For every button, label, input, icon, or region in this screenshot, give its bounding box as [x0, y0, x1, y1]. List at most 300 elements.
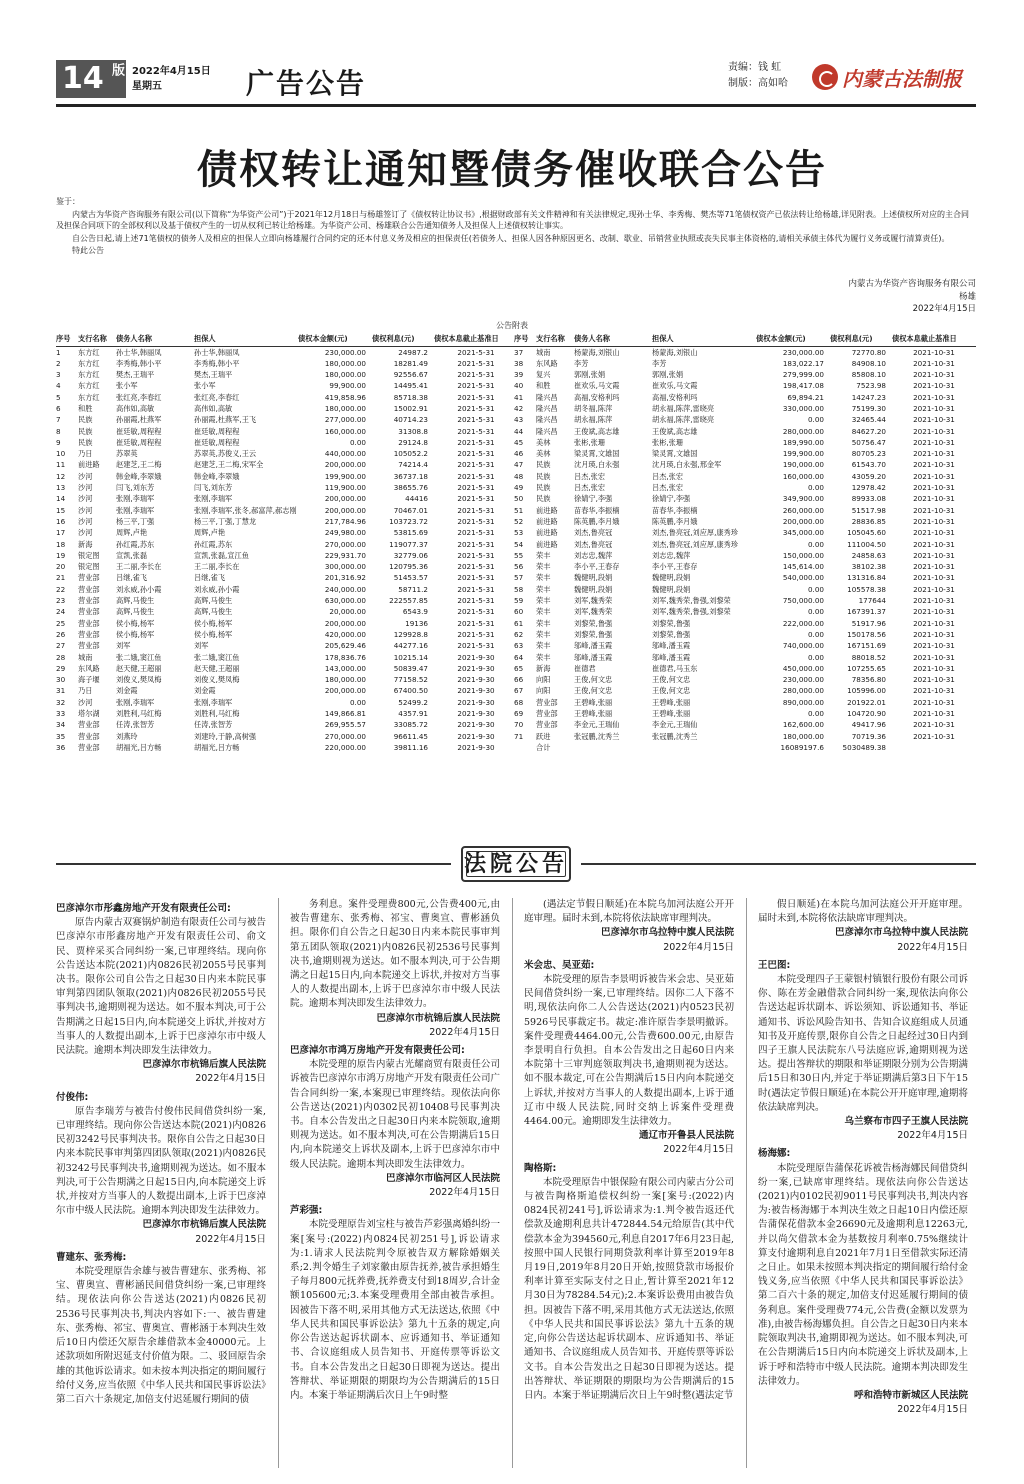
table-cell: 37 [514, 347, 524, 357]
table-cell: 郭刚,张娟 [652, 370, 684, 380]
table-cell: 刘杰,鲁亮冠,刘应厚,康秀珍 [652, 539, 738, 549]
table-cell: 0.00 [807, 709, 824, 718]
table-cell: 2021-10-31 [913, 358, 955, 368]
table-cell: 塔尔湖 [78, 709, 100, 718]
table-cell: 0.00 [807, 584, 824, 594]
table-cell: 26 [56, 629, 66, 639]
table-cell: 隆兴昌 [536, 392, 558, 402]
table-cell: 刘军,魏秀荣,鲁强,刘黎荣 [652, 596, 731, 606]
table-cell: 260,000.00 [782, 505, 824, 515]
table-cell: 70719.36 [851, 731, 886, 741]
notice-text: 本院受理原告中银保险有限公司内蒙古分公司与被告陶格斯追偿权纠纷一案[案号:(2022)内0824民初241号],诉讼请求为:1.判令被告返还代偿款及逾期利息共计472844.54元给原告(其中代偿款本金为394560元,利息自2017年6月23日起,按照中国人民银行同期贷款利率计算至2019年8月19日,2019年8月20日开始,按照贷款市场报价利率计算至实际支付之日止,暂计算至2021年12月30日为78284.54元);2.本案诉讼费用由被告负担。因被告下落不明,采用其他方式无法送达,依照《中华人民共和国民事诉讼法》第九十五条的规定,向你公告送达起诉状副本、应诉通知书、举证通知书、合议庭组成人员告知书、开庭传票等诉讼文书。自本公告发出之日起30日即视为送达。提出答辩状、举证期限的期限均为公告期满后的15日内。本案于举证期满后次日上午9时整(遇法定节 [524, 1176, 734, 1401]
table-row [56, 561, 518, 572]
table-cell: 68 [514, 697, 524, 707]
table-cell: 52 [514, 516, 524, 526]
table-cell: 180,000.00 [324, 403, 366, 413]
table-cell: 沙河 [78, 516, 93, 526]
notice-date: 2022年4月15日 [429, 1187, 500, 1199]
table-cell: 180,000.00 [782, 731, 824, 741]
table-cell: 2021-9-30 [457, 709, 495, 718]
table-cell [652, 742, 756, 753]
court-banner [56, 842, 976, 886]
table-cell: 131316.84 [847, 573, 886, 583]
table-cell: 200,000.00 [324, 460, 366, 470]
table-cell: 2021-10-31 [913, 460, 955, 470]
table-cell: 96611.45 [393, 731, 428, 741]
table-cell: 营业部 [78, 584, 100, 594]
table-row [514, 516, 976, 527]
table-cell: 邬峰,潘玉霞 [574, 652, 613, 662]
table-header-cell: 债权本金额(元) [298, 332, 372, 346]
issue-date-text: 2022年4月15日 [132, 66, 211, 77]
table-cell: 8 [56, 426, 61, 436]
table-cell: 77158.52 [393, 675, 428, 685]
table-cell: 张刚,李瑞军 [194, 697, 233, 707]
table-header-cell: 债权本金额(元) [756, 332, 830, 346]
table-cell: 吕杰,张宏 [652, 471, 684, 481]
table-cell: 2021-10-31 [913, 584, 955, 594]
table-cell: 王二丽,李长在 [116, 562, 162, 572]
table-cell: 10 [56, 449, 66, 459]
table-cell: 69 [514, 709, 524, 718]
table-cell: 222557.85 [389, 596, 428, 606]
table-row [514, 652, 976, 663]
table-cell: 营业部 [78, 742, 100, 752]
table-cell: 22 [56, 584, 66, 594]
table-cell: 0.00 [807, 415, 824, 425]
table-cell: 24987.2 [398, 347, 428, 357]
table-cell [892, 742, 976, 753]
table-cell: 刘黎荣,鲁强 [574, 618, 613, 628]
table-cell: 45 [514, 437, 524, 447]
table-cell: 33085.72 [393, 720, 428, 730]
notice-party: 付俊伟: [56, 1091, 89, 1103]
notice-party: 芦彩强: [290, 1205, 323, 1217]
table-cell: 107255.65 [847, 663, 886, 673]
table-row [56, 719, 518, 730]
table-cell: 84908.10 [851, 358, 886, 368]
table-cell: 2021-10-31 [913, 449, 955, 459]
table-cell: 270,000.00 [324, 731, 366, 741]
table-cell: 48 [514, 471, 524, 481]
notice-date: 2022年4月15日 [663, 1144, 734, 1156]
table-cell: 2021-10-31 [913, 471, 955, 481]
table-cell: 180,000.00 [324, 675, 366, 685]
table-row [514, 595, 976, 606]
table-cell: 183,022.17 [782, 358, 824, 368]
table-cell: 刘俊义,樊凤梅 [194, 675, 240, 685]
table-cell: 349,900.00 [782, 494, 824, 504]
table-cell: 王二丽,李长在 [194, 562, 240, 572]
table-cell: 和胜 [78, 403, 93, 413]
table-cell: 43059.20 [851, 471, 886, 481]
table-cell: 72770.80 [851, 347, 886, 357]
issue-date [132, 64, 211, 94]
table-cell: 44 [514, 426, 524, 436]
table-cell: 崔欢乐,马文霞 [574, 381, 620, 391]
table-cell: 2021-9-30 [457, 686, 495, 696]
table-cell: 2021-9-30 [457, 652, 495, 662]
table-cell: 2021-10-31 [913, 641, 955, 651]
table-cell: 6 [56, 403, 61, 413]
court-banner-title: 法院公告 [461, 846, 571, 882]
table-cell: 孙士华,韩丽凤 [116, 347, 162, 357]
table-cell: 10215.14 [393, 652, 428, 662]
table-cell: 李芳 [652, 358, 667, 368]
notice-party: 米会忠、吴亚茹: [524, 959, 595, 971]
table-cell: 12978.42 [851, 483, 886, 493]
table-row [514, 505, 976, 516]
table-cell: 34 [56, 720, 66, 730]
table-cell: 280,000.00 [782, 426, 824, 436]
table-cell: 刘胜利,马红梅 [116, 709, 162, 718]
table-cell: 东方红 [78, 358, 100, 368]
table-cell: 6543.9 [402, 607, 428, 617]
table-cell: 2021-10-31 [913, 675, 955, 685]
table-cell: 15002.91 [393, 403, 428, 413]
table-cell: 陈英鹏,李月娥 [652, 516, 698, 526]
table-cell: 胡永福,陈萍,雷晓亮 [652, 403, 715, 413]
table-cell: 2021-10-31 [913, 370, 955, 380]
table-row [514, 629, 976, 640]
table-cell: 15 [56, 505, 66, 515]
table-cell: 张彬,张珊 [574, 437, 606, 447]
table-cell: 东风路 [536, 358, 558, 368]
table-cell: 13 [56, 483, 66, 493]
table-cell: 沈月瑛,白永强 [574, 460, 620, 470]
table-cell: 隆兴昌 [536, 426, 558, 436]
table-cell: 刘金霞 [116, 686, 138, 696]
table-cell: 32465.44 [851, 415, 886, 425]
table-cell: 刘杰,鲁亮冠 [574, 528, 613, 538]
table-cell: 58711.2 [398, 584, 428, 594]
notice-title: 债权转让通知暨债务催收联合公告 [197, 146, 827, 193]
table-cell: 84627.20 [851, 426, 886, 436]
table-cell: 890,000.00 [782, 697, 824, 707]
table-row [56, 652, 518, 663]
table-cell: 61543.70 [851, 460, 886, 470]
table-cell: 167391.37 [847, 607, 886, 617]
table-row [56, 358, 518, 369]
table-cell: 29 [56, 663, 66, 673]
table-cell: 27 [56, 641, 66, 651]
table-cell: 民族 [536, 494, 551, 504]
table-cell: 民族 [536, 460, 551, 470]
table-row [514, 448, 976, 459]
table-cell: 刘杰,鲁亮冠,刘应厚,康秀珍 [652, 528, 738, 538]
table-cell: 88018.52 [851, 652, 886, 662]
table-cell: 160,000.00 [324, 426, 366, 436]
table-cell: 450,000.00 [782, 663, 824, 673]
table-cell: 21 [56, 573, 66, 583]
table-cell: 280,000.00 [782, 686, 824, 696]
table-cell: 230,000.00 [324, 347, 366, 357]
table-cell: 2021-5-31 [457, 437, 495, 447]
notice-party: 曹建东、张秀梅: [56, 1251, 127, 1263]
table-row [56, 584, 518, 595]
table-cell: 53 [514, 528, 524, 538]
table-cell: 刘军 [116, 641, 131, 651]
table-cell: 荣丰 [536, 618, 551, 628]
court-column-1 [56, 898, 266, 1407]
table-cell: 杨蒙海,刘银山 [574, 347, 620, 357]
table-cell: 张刚,李瑞军 [116, 505, 155, 515]
table-cell: 杨蒙海,刘银山 [652, 347, 698, 357]
table-cell: 崔廷敏,周程程 [116, 437, 162, 447]
table-cell: 43 [514, 415, 524, 425]
table-row [514, 572, 976, 583]
table-cell: 2021-5-31 [457, 403, 495, 413]
table-row [514, 742, 976, 753]
table-cell: 55 [514, 550, 524, 560]
banner-rule-left [56, 863, 451, 865]
table-cell: 36737.18 [393, 471, 428, 481]
table-cell: 杨三平,丁强 [116, 516, 155, 526]
table-cell: 269,955.57 [324, 720, 366, 730]
table-cell: 39811.16 [393, 742, 428, 752]
table-cell: 420,000.00 [324, 629, 366, 639]
table-cell: 张冠鹏,沈秀兰 [652, 731, 698, 741]
table-cell: 侯小梅,杨军 [116, 618, 155, 628]
table-row [56, 685, 518, 696]
table-cell: 2021-10-31 [913, 483, 955, 493]
table-cell: 荣丰 [536, 629, 551, 639]
table-header-cell: 担保人 [652, 332, 756, 346]
table-cell: 54 [514, 539, 524, 549]
table-cell: 2021-10-31 [913, 562, 955, 572]
table-cell: 28 [56, 652, 66, 662]
table-cell [574, 742, 652, 753]
table-header-row [56, 332, 518, 346]
table-cell: 海子堰 [78, 675, 100, 685]
table-cell: 180,000.00 [324, 358, 366, 368]
table-cell: 119077.37 [389, 539, 428, 549]
notice-text: (遇法定节假日顺延)在本院乌加河法庭公开开庭审理。届时未到,本院将依法缺席审理判决。 [524, 899, 734, 925]
table-cell: 胡永福,陈萍,雷晓亮 [652, 415, 715, 425]
table-cell: 419,858.96 [324, 392, 366, 402]
table-header-cell: 支行名称 [78, 332, 116, 346]
table-cell: 李金元,王瑞仙 [652, 720, 698, 730]
table-cell: 闫飞,刘东芳 [116, 483, 155, 493]
table-row [514, 414, 976, 425]
table-cell: 200,000.00 [324, 618, 366, 628]
table-header-cell: 债务人名称 [574, 332, 652, 346]
table-cell: 吕继,雀飞 [194, 573, 226, 583]
table-cell: 民族 [536, 483, 551, 493]
table-cell: 2021-5-31 [457, 426, 495, 436]
table-row [514, 561, 976, 572]
table-cell: 李秀梅,韩小平 [194, 358, 240, 368]
court-column-3 [524, 898, 734, 1403]
table-cell: 乃日 [78, 686, 93, 696]
table-cell: 城南 [78, 652, 93, 662]
table-row [56, 595, 518, 606]
issuing-court: 乌兰察布市四子王旗人民法院 [844, 1116, 968, 1128]
table-cell: 51517.98 [851, 505, 886, 515]
table-cell: 59 [514, 596, 524, 606]
table-cell: 67400.50 [393, 686, 428, 696]
table-cell: 荣丰 [536, 641, 551, 651]
table-row [514, 685, 976, 696]
table-cell: 58 [514, 584, 524, 594]
table-cell: 200,000.00 [324, 494, 366, 504]
table-header-cell: 序号 [56, 332, 78, 346]
masthead [56, 60, 976, 104]
table-cell: 18 [56, 539, 66, 549]
table-row [56, 606, 518, 617]
table-cell: 2021-5-31 [457, 573, 495, 583]
table-cell: 荣丰 [536, 652, 551, 662]
masthead-rule [56, 104, 976, 107]
table-cell: 5 [56, 392, 61, 402]
table-cell: 2021-10-31 [913, 494, 955, 504]
table-cell: 魏健明,段娟 [652, 573, 691, 583]
table-cell: 198,417.08 [782, 381, 824, 391]
table-cell: 40 [514, 381, 524, 391]
notice-paragraph-2: 自公告日起,请上述71笔债权的债务人及相应的担保人立即向杨雄履行合同约定的还本付息义务及相应的担保责任(若债务人、担保人因各种原因更名、改制、歇业、吊销营业执照或丧失民事主体资格的,请相关承债主体代为履行义务或履行清算责任)。 [72, 233, 950, 243]
table-cell: 2021-10-31 [913, 596, 955, 606]
table-cell: 王碧峰,张丽 [574, 697, 613, 707]
table-cell: 279,999.00 [782, 370, 824, 380]
table-cell: 侯小梅,杨军 [194, 629, 233, 639]
notice-date: 2022年4月15日 [897, 1404, 968, 1416]
table-cell: 12 [56, 471, 66, 481]
table-cell: 刘胜利,马红梅 [194, 709, 240, 718]
notice-text: 本院受理的原告李景明诉被告米会忠、吴亚茹民间借贷纠纷一案,已审理终结。因你二人下落不明,现依法向你二人公告送达(2021)内0523民初5926号民事裁定书。裁定:准许原告李景明撤诉。案件受理费4464.00元,公告费600.00元,由原告李景明自行负担。自本公告发出之日起60日内来本院第十三审判庭领取判决书,逾期则视为送达。如不服本裁定,可在公告期满后15日内向本院递交上诉状,并按对方当事人的人数提出副本,上诉于通辽市中级人民法院,同时交纳上诉案件受理费4464.00元。逾期即发生法律效力。 [524, 974, 734, 1128]
paper-logo [812, 62, 982, 92]
table-cell: 王碧峰,张丽 [652, 709, 691, 718]
table-cell: 魏健明,段娟 [652, 584, 691, 594]
court-column-2 [290, 898, 500, 1403]
table-row [56, 640, 518, 651]
table-cell: 2021-5-31 [457, 550, 495, 560]
table-cell: 刘志忠,魏萍 [652, 550, 691, 560]
table-cell: 张红亮,李春红 [116, 392, 162, 402]
table-cell: 向阳 [536, 675, 551, 685]
table-cell: 沙河 [78, 697, 93, 707]
paper-emblem-icon [812, 64, 838, 90]
table-cell: 刘建玲,于静,高树强 [194, 731, 257, 741]
table-cell: 营业部 [78, 596, 100, 606]
table-cell: 张二娥,窦江鱼 [194, 652, 240, 662]
notice-party: 陶格斯: [524, 1162, 557, 1174]
table-cell: 2021-10-31 [913, 505, 955, 515]
table-cell: 2021-5-31 [457, 494, 495, 504]
table-cell: 180,000.00 [324, 370, 366, 380]
table-cell: 邬峰,潘玉霞 [574, 641, 613, 651]
table-cell: 2021-10-31 [913, 426, 955, 436]
table-cell: 胡福光,吕方畅 [116, 742, 162, 752]
table-cell: 孙红霞,苏东 [116, 539, 155, 549]
table-cell: 乃日 [78, 449, 93, 459]
table-cell: 36 [56, 742, 66, 752]
table-cell: 民族 [78, 426, 93, 436]
table-cell: 277,000.00 [324, 415, 366, 425]
table-cell: 31 [56, 686, 66, 696]
page-number-badge [56, 60, 126, 98]
table-cell: 0.00 [349, 437, 366, 447]
issuing-court: 巴彦淖尔市杭锦后旗人民法院 [376, 1012, 500, 1024]
table-cell: 49 [514, 483, 524, 493]
table-row [56, 369, 518, 380]
table-row [56, 471, 518, 482]
table-cell: 2021-5-31 [457, 516, 495, 526]
table-cell: 高辉,马俊生 [194, 596, 233, 606]
table-cell: 向阳 [536, 686, 551, 696]
table-cell: 189,990.00 [782, 437, 824, 447]
table-cell: 75199.30 [851, 403, 886, 413]
table-cell: 18281.49 [393, 358, 428, 368]
table-cell: 王碧峰,张丽 [574, 709, 613, 718]
notice-party: 杨海娜: [758, 1148, 791, 1160]
table-cell: 新海 [536, 663, 551, 673]
table-cell: 王俊,何文忠 [652, 686, 691, 696]
table-cell: 胡冬福,陈萍 [574, 403, 613, 413]
table-cell: 38 [514, 358, 524, 368]
table-cell: 230,000.00 [782, 347, 824, 357]
debt-table-left [56, 332, 518, 753]
table-cell: 23 [56, 596, 66, 606]
table-cell: 229,931.70 [324, 550, 366, 560]
table-row [56, 572, 518, 583]
table-cell: 美林 [536, 449, 551, 459]
table-row [514, 527, 976, 538]
table-cell: 美林 [536, 437, 551, 447]
notice-text: 原告李瑞芳与被告付俊伟民间借贷纠纷一案,已审理终结。现向你公告送达本院(2021)内0826民初3242号民事判决书。限你自公告之日起30日内来本院民事审判第四团队领取(2021)内0826民初3242号民事判决书,逾期则视为送达。如不服本判决,可于公告期满之日起15日内,向本院递交上诉状,并按对方当事人的人数提出副本,上诉于巴彦淖尔市中级人民法院。逾期本判决即发生法律效力。 [56, 1105, 266, 1217]
table-cell: 2021-9-30 [457, 663, 495, 673]
issuing-court: 巴彦淖尔市乌拉特中旗人民法院 [834, 927, 968, 939]
table-cell: 邬峰,潘玉霞 [652, 652, 691, 662]
table-cell: 217,784.96 [324, 516, 366, 526]
table-cell: 高福,安格利玛 [652, 392, 698, 402]
table-cell: 2021-10-31 [913, 720, 955, 730]
table-cell: 沈月瑛,白永强,邢金军 [652, 460, 722, 470]
table-cell: 2021-5-31 [457, 347, 495, 357]
table-row [514, 674, 976, 685]
table-cell: 111004.50 [847, 539, 886, 549]
table-cell: 51 [514, 505, 524, 515]
table-cell: 张刚,李瑞军 [116, 697, 155, 707]
table-row [56, 629, 518, 640]
table-cell: 330,000.00 [782, 403, 824, 413]
table-cell: 樊杰,王瑞平 [116, 370, 155, 380]
table-cell: 赵天健,王超丽 [194, 663, 240, 673]
table-cell: 2021-5-31 [457, 596, 495, 606]
table-cell: 高辉,马俊生 [116, 607, 155, 617]
table-cell: 吕杰,张宏 [574, 471, 606, 481]
table-cell: 143,000.00 [324, 663, 366, 673]
table-cell: 240,000.00 [324, 584, 366, 594]
table-cell: 2021-5-31 [457, 528, 495, 538]
table-cell: 张二娥,窦江鱼 [116, 652, 162, 662]
table-cell: 3 [56, 370, 61, 380]
table-cell: 11 [56, 460, 66, 470]
table-cell: 刘黎荣,鲁强 [574, 629, 613, 639]
table-cell: 201,316.92 [324, 573, 366, 583]
table-cell: 40714.23 [393, 415, 428, 425]
table-cell: 145,614.00 [782, 562, 824, 572]
table-cell: 249,980.00 [324, 528, 366, 538]
table-cell: 民族 [78, 415, 93, 425]
table-cell: 杨三平,丁强,丁慧龙 [194, 516, 257, 526]
table-cell: 刘军,魏秀荣 [574, 607, 613, 617]
table-cell: 崔欢乐,马文霞 [652, 381, 698, 391]
table-cell: 50 [514, 494, 524, 504]
table-row [56, 527, 518, 538]
table-row [56, 426, 518, 437]
table-row [514, 392, 976, 403]
table-cell: 东方红 [78, 381, 100, 391]
